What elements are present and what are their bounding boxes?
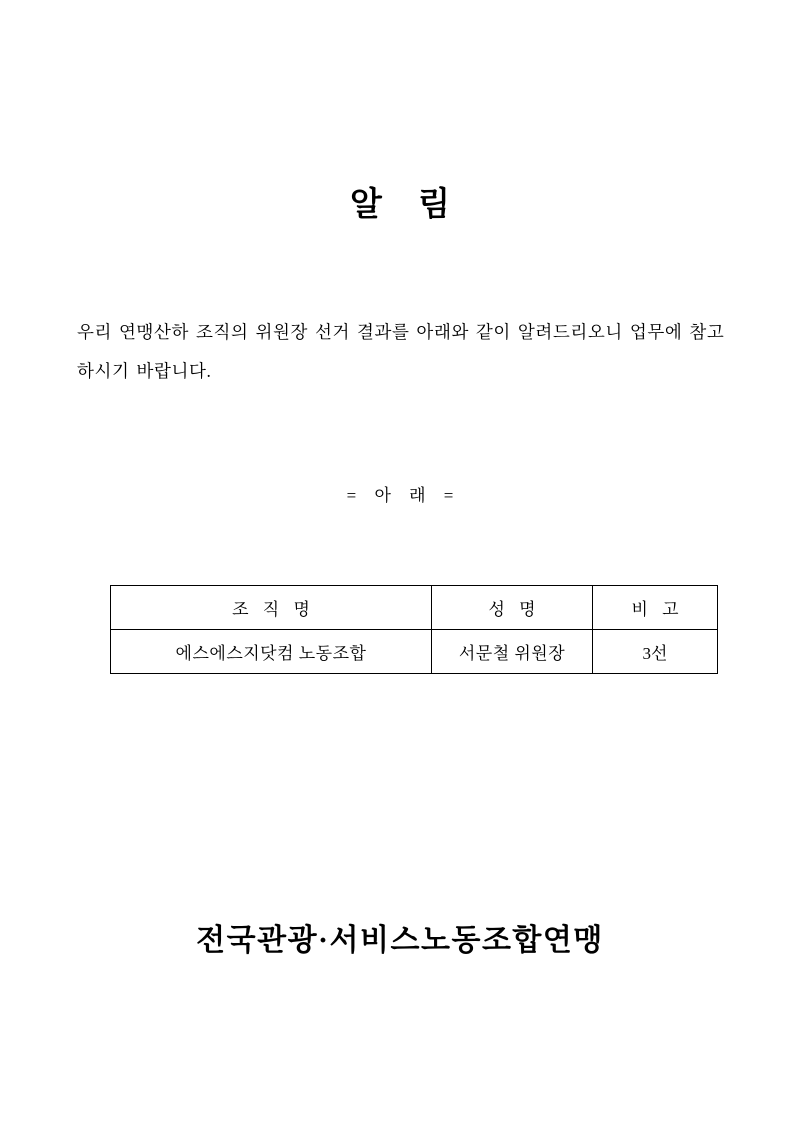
table-row xyxy=(111,630,718,674)
below-marker: = 아 래 = xyxy=(346,486,461,505)
table-body xyxy=(111,630,718,674)
column-header-note: 비 고 xyxy=(593,586,718,630)
election-result-table xyxy=(110,585,718,674)
table-header xyxy=(111,586,718,630)
cell-note: 3선 xyxy=(593,630,718,674)
table-header-row xyxy=(111,586,718,630)
column-header-name: 성 명 xyxy=(432,586,593,630)
cell-name: 서문철 위원장 xyxy=(432,630,593,674)
cell-organization: 에스에스지닷컴 노동조합 xyxy=(111,630,432,674)
page-title: 알 림 xyxy=(349,187,464,223)
issuing-organization: 전국관광·서비스노동조합연맹 xyxy=(196,924,604,957)
body-paragraph: 우리 연맹산하 조직의 위원장 선거 결과를 아래와 같이 알려드리오니 업무에 참고하시기 바랍니다. xyxy=(77,322,725,381)
column-header-organization: 조 직 명 xyxy=(111,586,432,630)
